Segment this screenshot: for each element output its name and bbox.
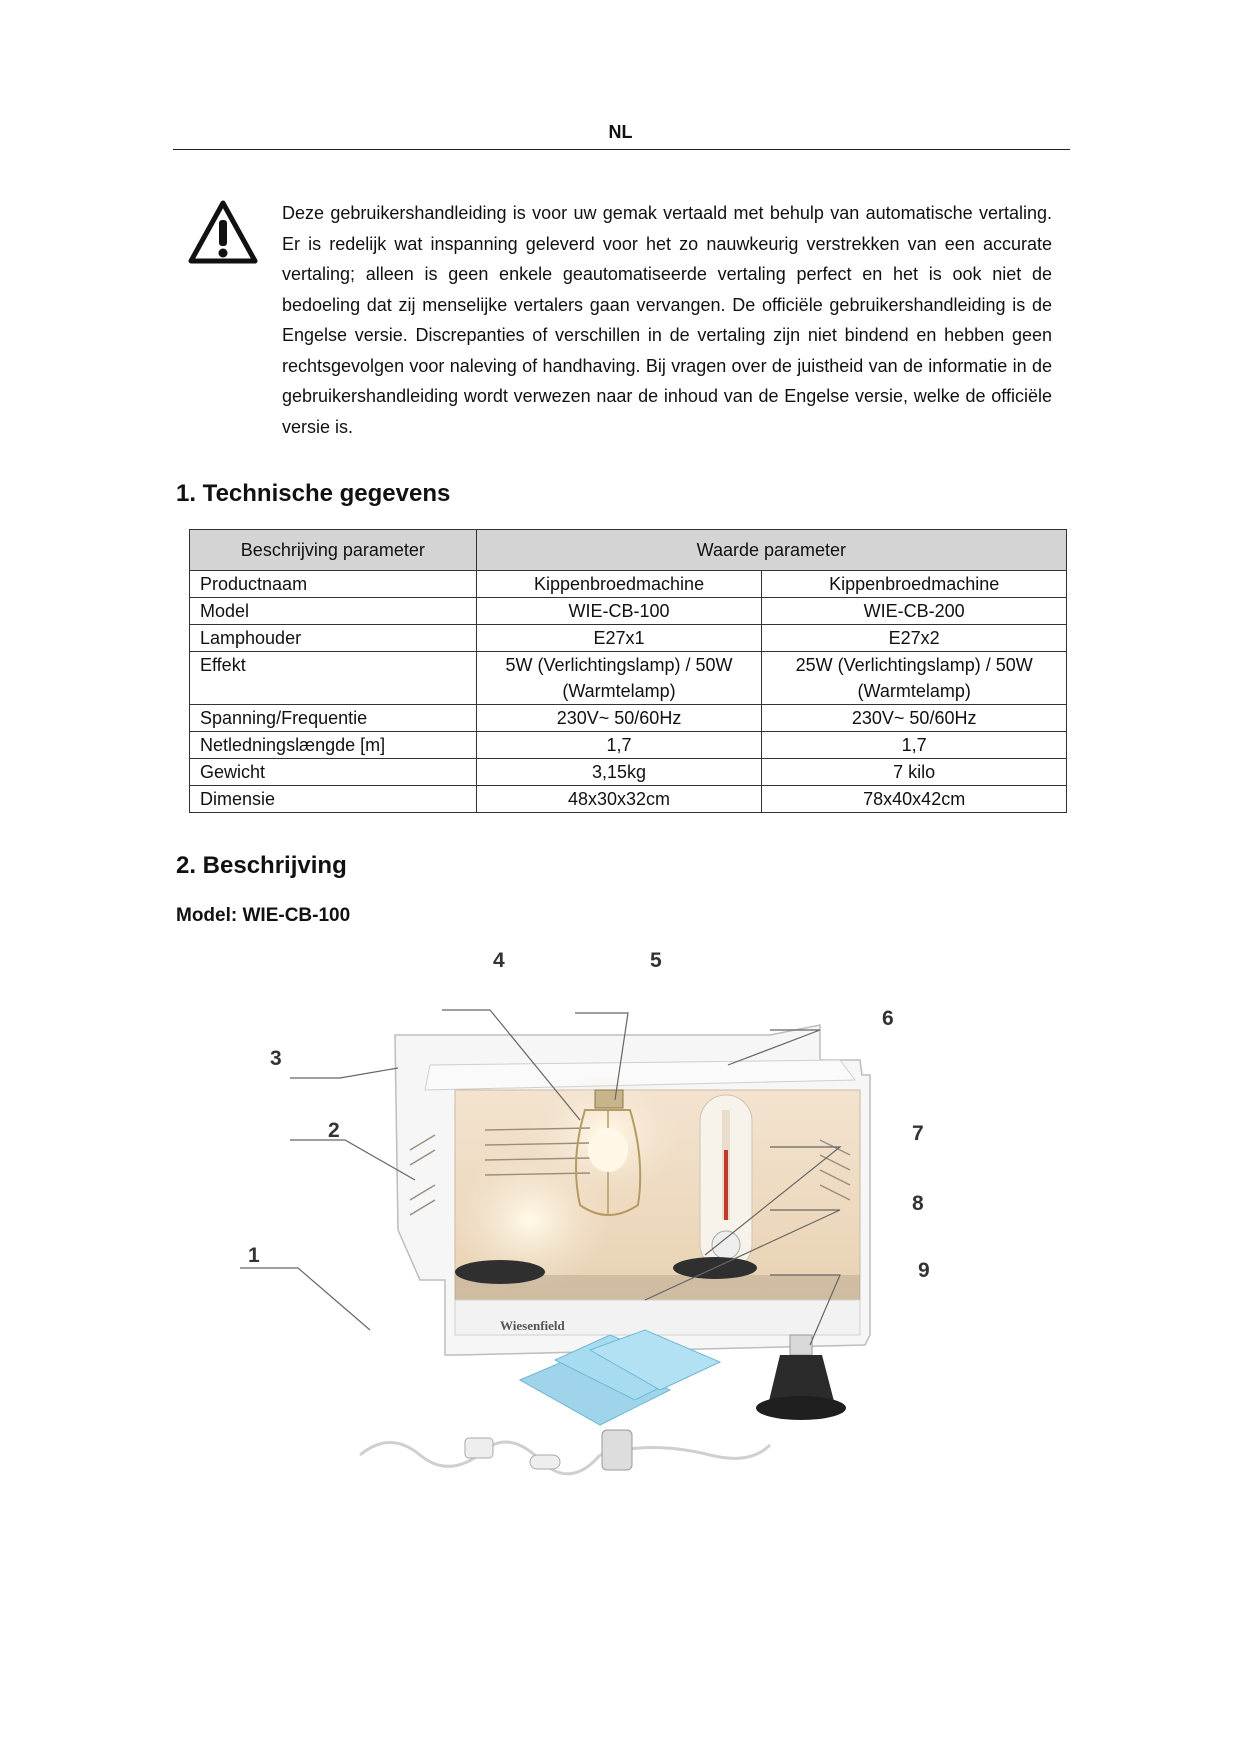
table-header-description: Beschrijving parameter	[190, 530, 477, 571]
table-cell: Dimensie	[190, 786, 477, 813]
callout-7: 7	[912, 1122, 924, 1145]
callout-5: 5	[650, 949, 662, 972]
callout-1: 1	[248, 1244, 260, 1267]
table-cell: Model	[190, 598, 477, 625]
table-cell: E27x1	[476, 625, 762, 652]
table-cell: Lamphouder	[190, 625, 477, 652]
table-cell: 1,7	[476, 732, 762, 759]
header-divider	[173, 149, 1070, 150]
model-label: Model: WIE-CB-100	[176, 905, 351, 926]
lamp-socket	[602, 1430, 632, 1470]
language-header: NL	[608, 122, 633, 142]
brand-label: Wiesenfield	[500, 1318, 565, 1333]
table-cell: WIE-CB-200	[762, 598, 1067, 625]
table-cell: Gewicht	[190, 759, 477, 786]
table-cell: 230V~ 50/60Hz	[476, 705, 762, 732]
plug	[465, 1438, 493, 1458]
table-cell: 7 kilo	[762, 759, 1067, 786]
water-tray-left	[455, 1260, 545, 1284]
incubator-body	[395, 1025, 870, 1355]
table-cell: 25W (Verlichtingslamp) / 50W (Warmtelamp)	[762, 652, 1067, 705]
table-cell: Effekt	[190, 652, 477, 705]
spec-table	[189, 529, 1067, 813]
table-cell: Netledningslængde [m]	[190, 732, 477, 759]
table-cell: WIE-CB-100	[476, 598, 762, 625]
callout-6: 6	[882, 1007, 894, 1030]
table-row	[190, 652, 1067, 705]
table-cell: 1,7	[762, 732, 1067, 759]
table-header-row	[190, 530, 1067, 571]
callout-3: 3	[270, 1047, 282, 1070]
table-cell: Spanning/Frequentie	[190, 705, 477, 732]
table-cell: 48x30x32cm	[476, 786, 762, 813]
translation-disclaimer: Deze gebruikershandleiding is voor uw gemak vertaald met behulp van automatische vertaling. Er is redelijk wat inspanning geleverd voor het zo nauwkeurig verstrekken van een accurate vertaling; alleen is geen enkele geautomatiseerde vertaling perfect en het is ook niet de bedoeling dat zij menselijke vertalers gaan vervangen. De officiële gebruikershandleiding is de Engelse versie. Discrepanties of verschillen in de vertaling zijn niet bindend en hebben geen rechtsgevolgen voor naleving of handhaving. Bij vragen over de juistheid van de informatie in de gebruikershandleiding wordt verwezen naar de inhoud van de Engelse versie, welke de officiële versie is.	[282, 203, 1052, 437]
callout-9: 9	[918, 1259, 930, 1282]
table-cell: 5W (Verlichtingslamp) / 50W (Warmtelamp)	[476, 652, 762, 705]
table-cell: 230V~ 50/60Hz	[762, 705, 1067, 732]
table-row	[190, 732, 1067, 759]
section-title-description: 2. Beschrijving	[176, 852, 347, 879]
table-cell: 78x40x42cm	[762, 786, 1067, 813]
table-row	[190, 786, 1067, 813]
table-row	[190, 759, 1067, 786]
table-row	[190, 598, 1067, 625]
incubator-illustration	[250, 950, 970, 1510]
table-cell: Kippenbroedmachine	[762, 571, 1067, 598]
table-cell: Kippenbroedmachine	[476, 571, 762, 598]
power-cord	[360, 1442, 770, 1474]
warning-triangle-icon	[188, 200, 258, 264]
table-row	[190, 625, 1067, 652]
callout-8: 8	[912, 1192, 924, 1215]
table-header-value: Waarde parameter	[476, 530, 1066, 571]
table-cell: 3,15kg	[476, 759, 762, 786]
table-row	[190, 571, 1067, 598]
table-row	[190, 705, 1067, 732]
section-title-technical-data: 1. Technische gegevens	[176, 480, 451, 507]
thermometer	[700, 1095, 752, 1270]
callout-2: 2	[328, 1119, 340, 1142]
table-cell: E27x2	[762, 625, 1067, 652]
table-cell: Productnaam	[190, 571, 477, 598]
switch	[530, 1455, 560, 1469]
callout-4: 4	[493, 949, 505, 972]
